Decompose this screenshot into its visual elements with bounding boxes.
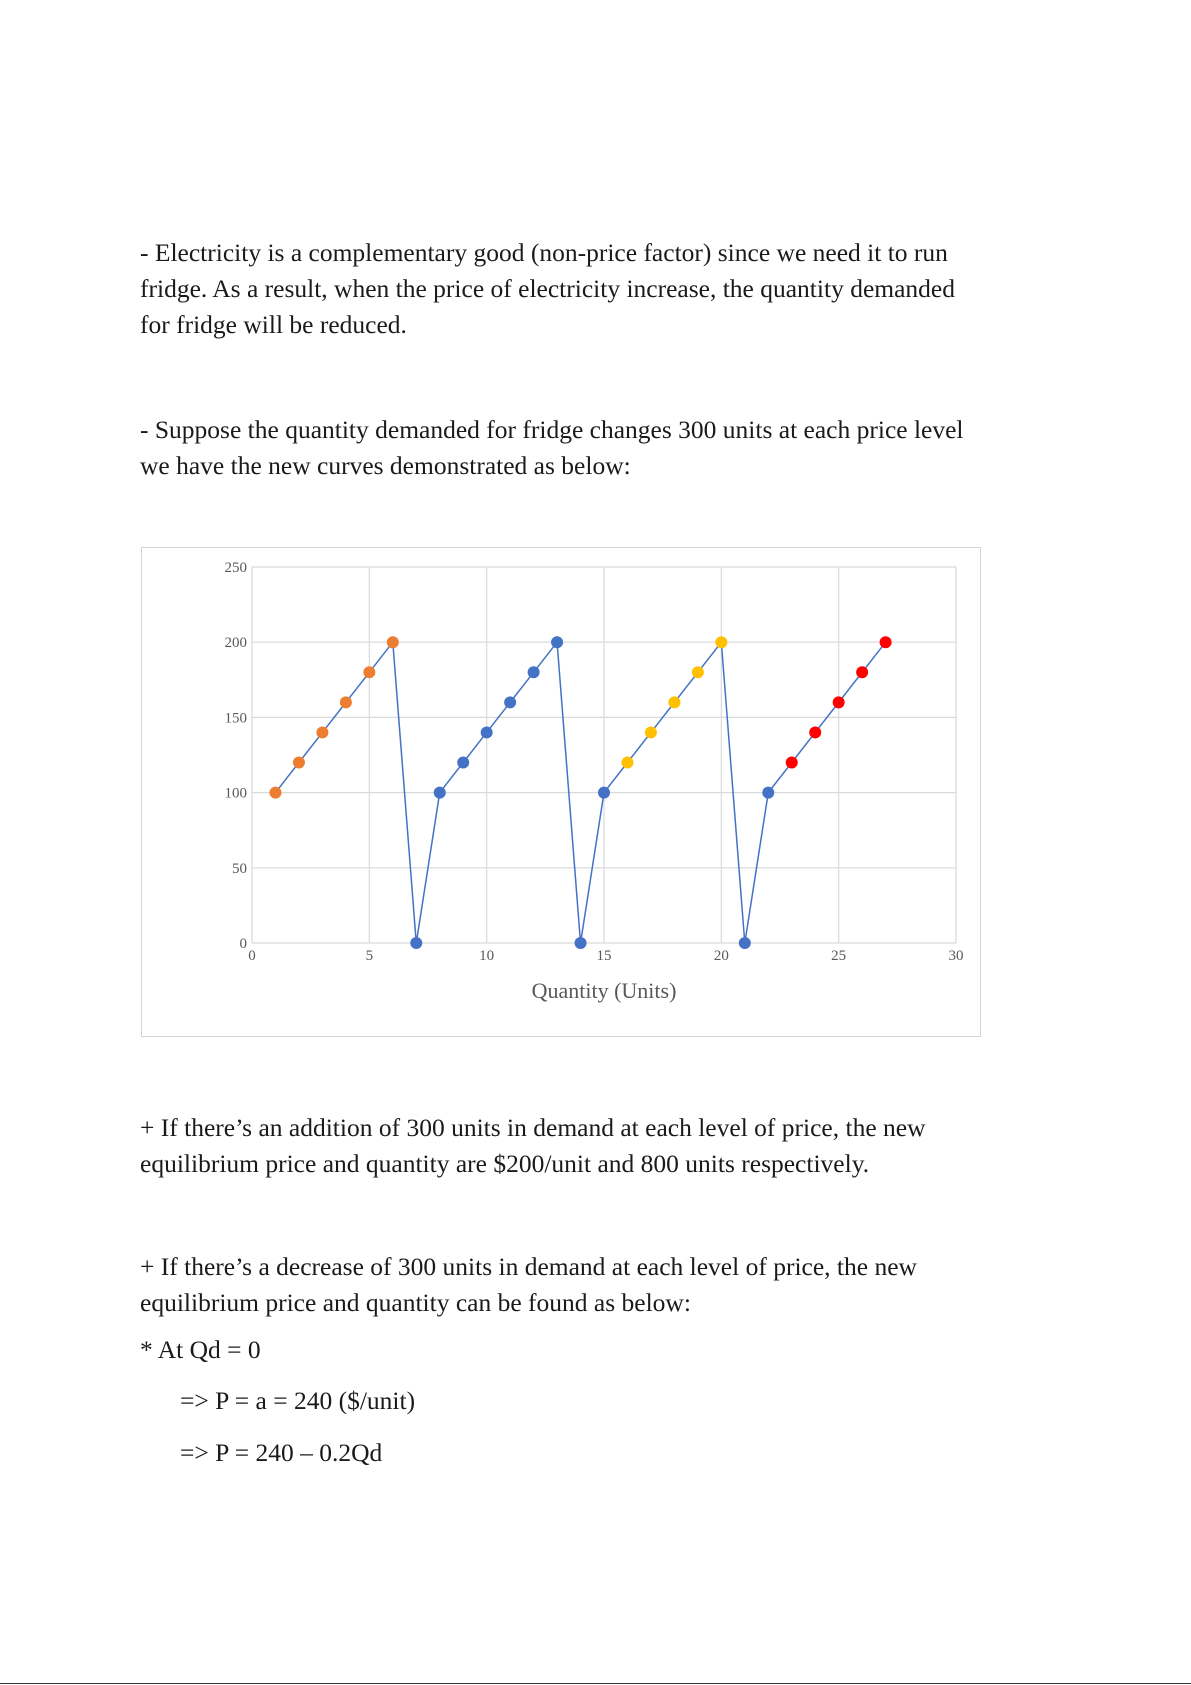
data-point — [551, 636, 563, 648]
data-point — [410, 937, 422, 949]
step-price-intercept: => P = a = 240 ($/unit) — [180, 1386, 416, 1415]
text-line: equilibrium price and quantity can be found as below: — [140, 1288, 691, 1317]
text-line: + If there’s a decrease of 300 units in demand at each level of price, the new — [140, 1252, 917, 1281]
y-tick-label: 100 — [224, 785, 247, 802]
data-point — [786, 757, 798, 769]
paragraph-suppose — [140, 412, 1040, 484]
data-point — [575, 937, 587, 949]
data-point — [457, 757, 469, 769]
data-point — [363, 666, 375, 678]
data-point — [293, 757, 305, 769]
x-axis-title: Quantity (Units) — [531, 978, 677, 1003]
text-line: + If there’s an addition of 300 units in demand at each level of price, the new — [140, 1113, 926, 1142]
data-point — [504, 696, 516, 708]
x-tick-label: 10 — [479, 948, 495, 964]
text-line: for fridge will be reduced. — [140, 310, 407, 339]
paragraph-addition — [140, 1110, 1040, 1182]
y-tick-label: 250 — [224, 560, 247, 576]
y-tick-label: 0 — [239, 936, 247, 952]
x-tick-label: 30 — [948, 948, 964, 964]
chart-canvas — [142, 548, 982, 1038]
data-point — [715, 636, 727, 648]
data-point — [340, 696, 352, 708]
data-point — [668, 696, 680, 708]
x-tick-label: 15 — [596, 948, 612, 964]
y-tick-label: 200 — [224, 635, 247, 652]
text-line: - Suppose the quantity demanded for fridge changes 300 units at each price level — [140, 415, 964, 444]
text-line: - Electricity is a complementary good (non-price factor) since we need it to run — [140, 238, 948, 267]
step-at-qd-zero: * At Qd = 0 — [140, 1335, 261, 1364]
data-point — [692, 666, 704, 678]
data-point — [809, 726, 821, 738]
data-point — [269, 787, 281, 799]
paragraph-decrease — [140, 1249, 1040, 1321]
x-tick-label: 0 — [248, 948, 256, 964]
text-line: fridge. As a result, when the price of electricity increase, the quantity demanded — [140, 274, 955, 303]
data-point — [621, 757, 633, 769]
page-bottom-rule — [0, 1683, 1191, 1684]
data-point — [645, 726, 657, 738]
data-point — [880, 636, 892, 648]
paragraph-electricity — [140, 235, 1040, 343]
data-point — [316, 726, 328, 738]
data-point — [739, 937, 751, 949]
y-tick-label: 50 — [232, 860, 247, 877]
data-point — [481, 726, 493, 738]
x-tick-label: 25 — [831, 948, 847, 964]
y-tick-label: 150 — [224, 710, 247, 727]
x-tick-label: 5 — [365, 948, 374, 964]
data-point — [528, 666, 540, 678]
x-tick-label: 20 — [713, 948, 729, 964]
data-point — [856, 666, 868, 678]
data-point — [387, 636, 399, 648]
data-point — [598, 787, 610, 799]
data-point — [434, 787, 446, 799]
data-point — [833, 696, 845, 708]
data-point — [762, 787, 774, 799]
text-line: we have the new curves demonstrated as below: — [140, 451, 631, 480]
demand-chart — [141, 547, 981, 1037]
text-line: equilibrium price and quantity are $200/unit and 800 units respectively. — [140, 1149, 870, 1178]
step-demand-equation: => P = 240 – 0.2Qd — [180, 1438, 383, 1467]
